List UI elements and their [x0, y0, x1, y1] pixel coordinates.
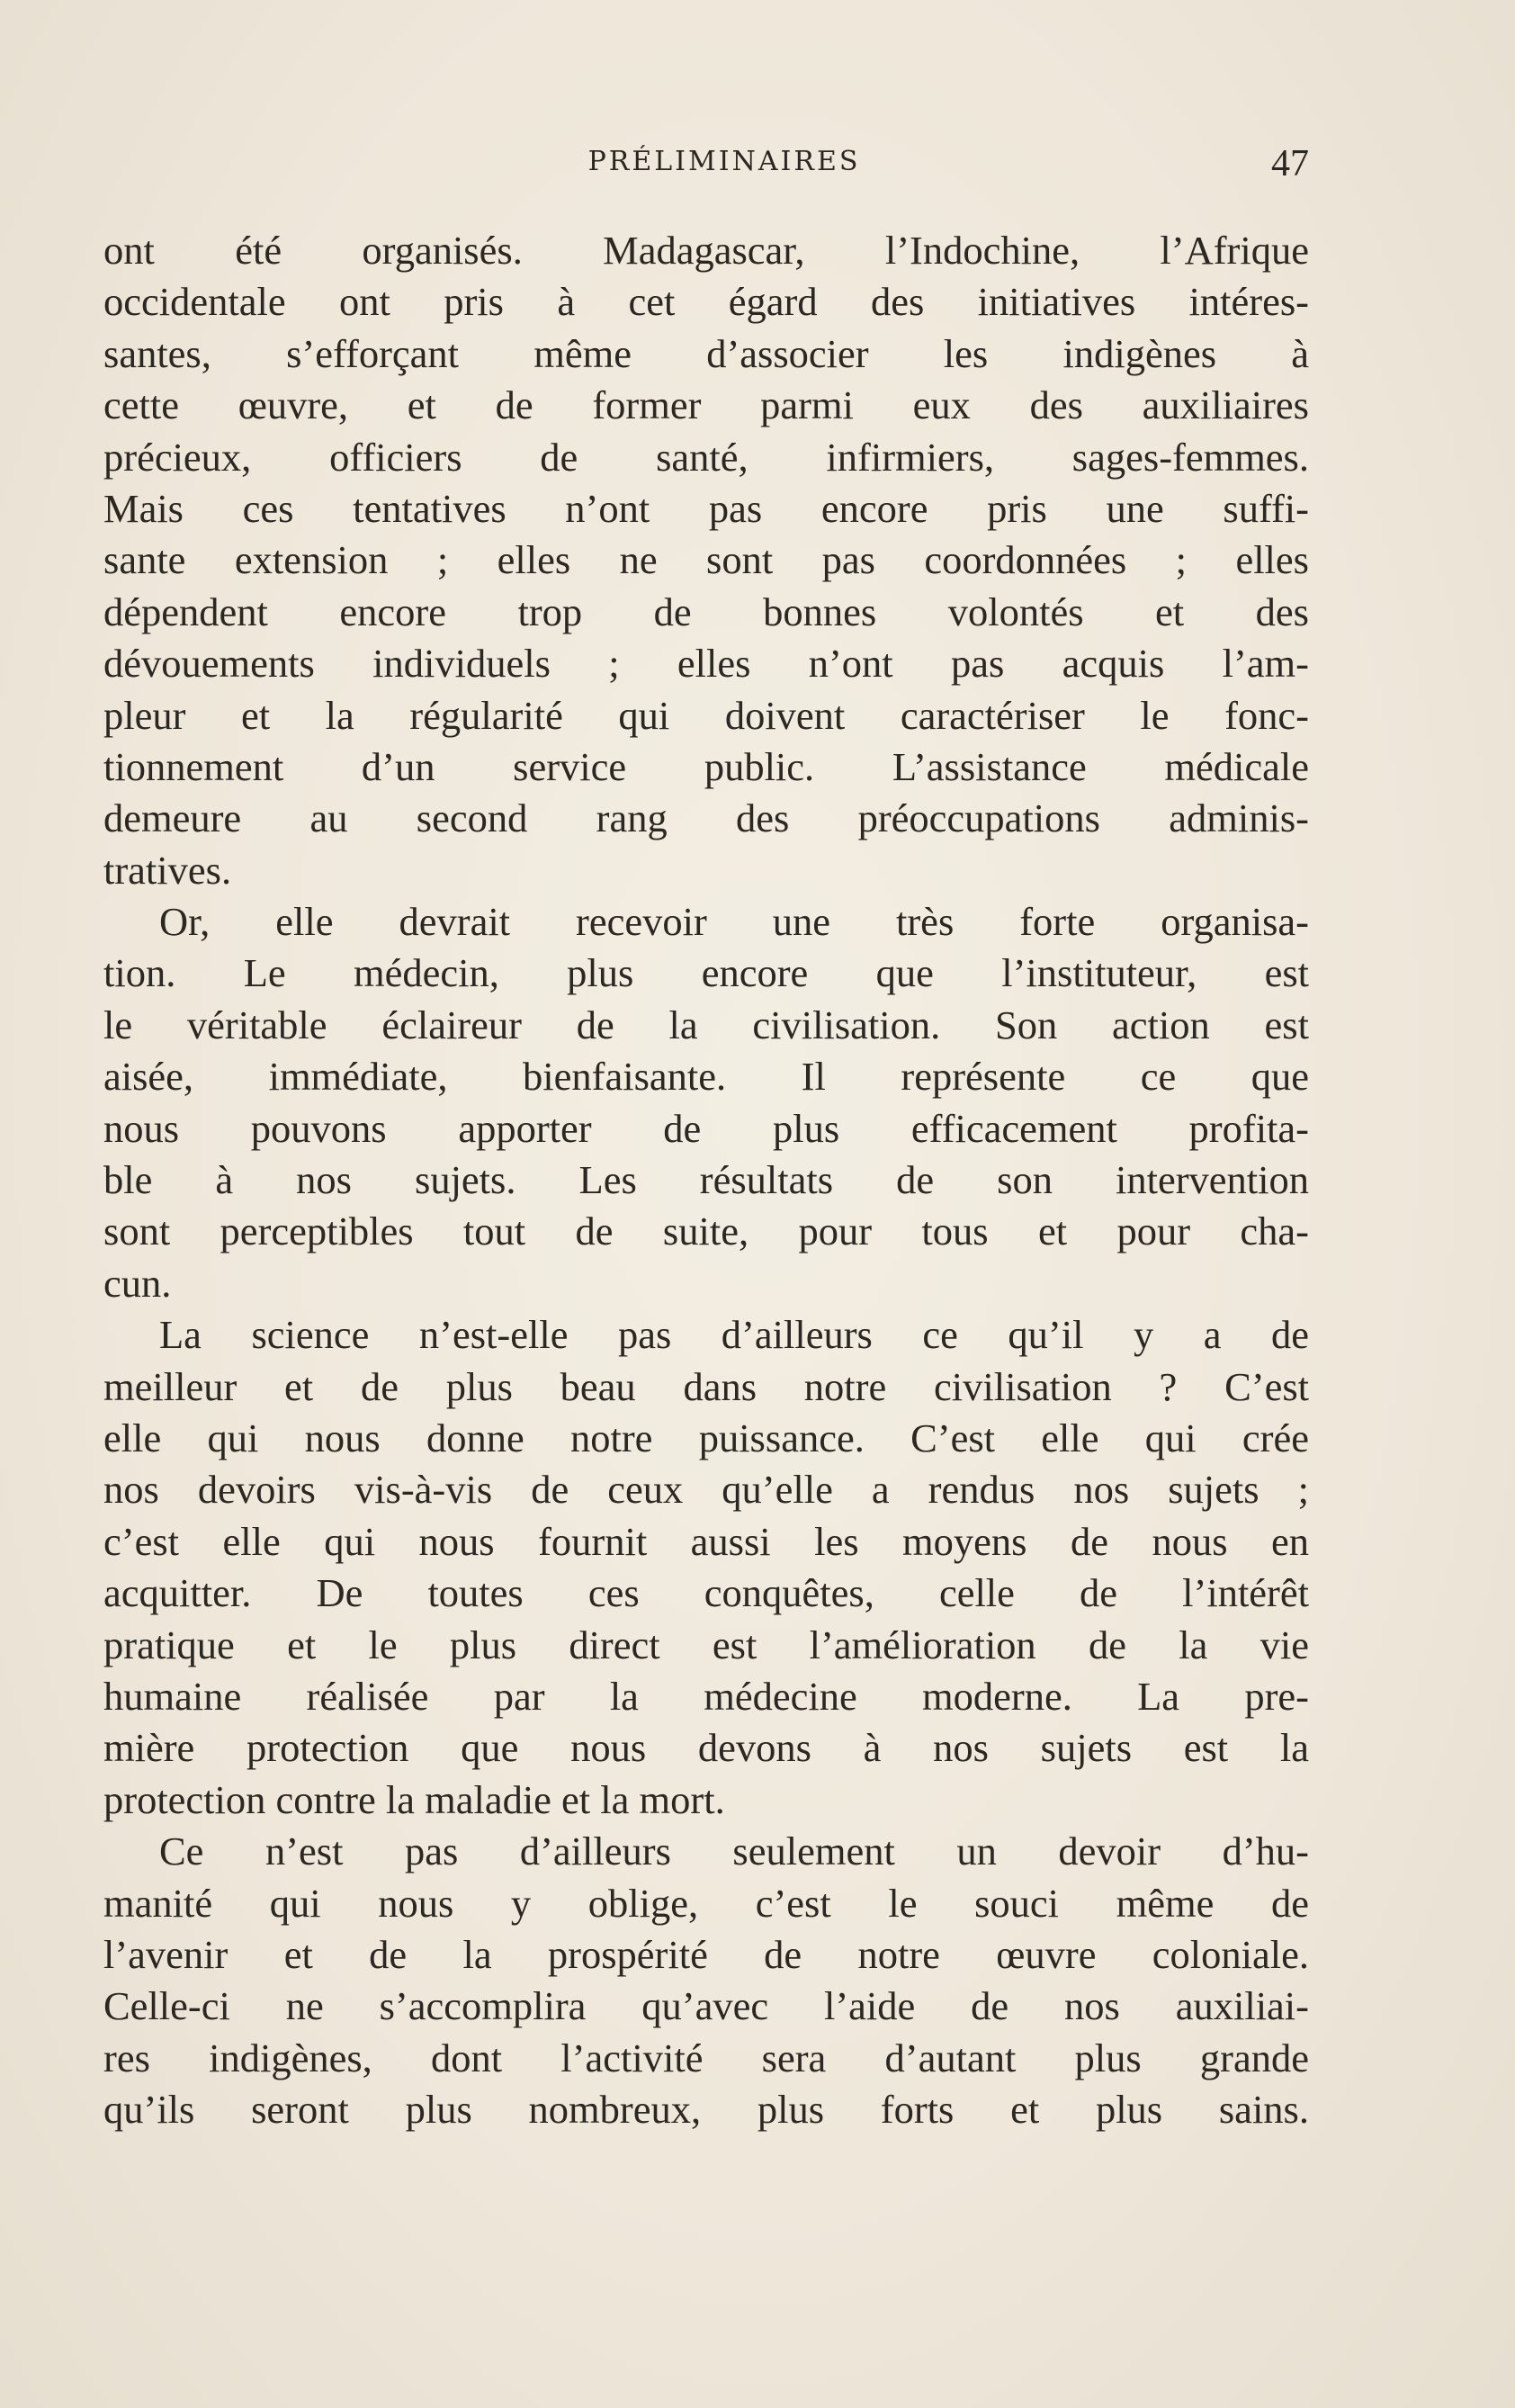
text-line: res indigènes, dont l’activité sera d’autant plus grande	[103, 2035, 1309, 2080]
text-line: demeure au second rang des préoccupations adminis-	[103, 795, 1309, 841]
text-line: acquitter. De toutes ces conquêtes, celle de l’intérêt	[103, 1570, 1309, 1616]
text-line: manité qui nous y oblige, c’est le souci même de	[103, 1880, 1309, 1926]
running-title: PRÉLIMINAIRES	[587, 146, 861, 177]
text-line: c’est elle qui nous fournit aussi les moyens de nous en	[103, 1518, 1309, 1564]
text-line: précieux, officiers de santé, infirmiers, sages-femmes.	[103, 434, 1309, 480]
text-line: ble à nos sujets. Les résultats de son intervention	[103, 1157, 1309, 1203]
text-line: dévouements individuels ; elles n’ont pas acquis l’am-	[103, 641, 1309, 687]
text-line: protection contre la maladie et la mort.	[103, 1776, 725, 1822]
text-line: cun.	[103, 1260, 172, 1306]
text-line: nous pouvons apporter de plus efficacement profita-	[103, 1105, 1309, 1151]
page-number: 47	[1271, 143, 1309, 184]
text-line: La science n’est-elle pas d’ailleurs ce qu’il y a de	[159, 1312, 1309, 1358]
text-line: occidentale ont pris à cet égard des initiatives intéres-	[103, 279, 1309, 325]
text-line: dépendent encore trop de bonnes volontés et des	[103, 589, 1309, 634]
text-line: pratique et le plus direct est l’amélioration de la vie	[103, 1622, 1309, 1667]
text-line: elle qui nous donne notre puissance. C’est elle qui crée	[103, 1415, 1309, 1460]
text-line: le véritable éclaireur de la civilisation. Son action est	[103, 1002, 1309, 1047]
text-line: ont été organisés. Madagascar, l’Indochine, l’Afrique	[103, 228, 1309, 273]
text-line: cette œuvre, et de former parmi eux des auxiliaires	[103, 382, 1309, 428]
body-text	[103, 225, 1309, 2135]
text-line: santes, s’efforçant même d’associer les indigènes à	[103, 330, 1309, 376]
text-line: sante extension ; elles ne sont pas coordonnées ; elles	[103, 537, 1309, 583]
text-line: Celle-ci ne s’accomplira qu’avec l’aide de nos auxiliai-	[103, 1983, 1309, 2029]
text-line: mière protection que nous devons à nos sujets est la	[103, 1725, 1309, 1771]
text-line: pleur et la régularité qui doivent caractériser le fonc-	[103, 692, 1309, 738]
text-line: tionnement d’un service public. L’assistance médicale	[103, 743, 1309, 789]
text-line: l’avenir et de la prospérité de notre œuvre coloniale.	[103, 1931, 1309, 1977]
text-line: Ce n’est pas d’ailleurs seulement un devoir d’hu-	[159, 1828, 1309, 1874]
text-line: meilleur et de plus beau dans notre civilisation ? C’est	[103, 1363, 1309, 1409]
text-line: tion. Le médecin, plus encore que l’instituteur, est	[103, 950, 1309, 996]
text-line: Or, elle devrait recevoir une très forte organisa-	[159, 899, 1309, 945]
text-line: tratives.	[103, 847, 232, 893]
text-line: Mais ces tentatives n’ont pas encore pris une suffi-	[103, 485, 1309, 531]
page-header	[103, 142, 1309, 187]
text-line: aisée, immédiate, bienfaisante. Il représente ce que	[103, 1054, 1309, 1100]
text-line: humaine réalisée par la médecine moderne. La pre-	[103, 1673, 1309, 1719]
text-line: qu’ils seront plus nombreux, plus forts et plus sains.	[103, 2087, 1309, 2133]
text-line: nos devoirs vis-à-vis de ceux qu’elle a rendus nos sujets ;	[103, 1467, 1309, 1513]
text-line: sont perceptibles tout de suite, pour tous et pour cha-	[103, 1208, 1309, 1254]
